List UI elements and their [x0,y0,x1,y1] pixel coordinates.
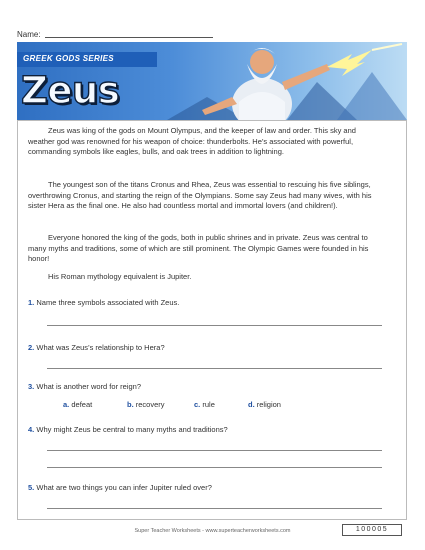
choice-letter: d. [248,400,255,409]
choice-letter: b. [127,400,134,409]
title-banner [17,42,407,120]
question-number: 5. [28,483,35,492]
series-label: GREEK GODS SERIES [23,54,114,63]
question-number: 4. [28,425,35,434]
choice-text: religion [256,400,281,409]
choice-d[interactable] [248,400,281,409]
passage-paragraph-3: Everyone honored the king of the gods, both in public shrines and in private. Zeus was central to many myths and traditions, some of which are still prominent. The Olympic Games were founded in his honor! [28,233,369,264]
question-text: What was Zeus’s relationship to Hera? [36,343,165,352]
question-4 [28,425,228,434]
choice-c[interactable] [194,400,215,409]
footer-text: Super Teacher Worksheets - www.superteacherworksheets.com [134,528,291,534]
passage-paragraph-2: The youngest son of the titans Cronus and Rhea, Zeus was essential to rescuing his five siblings, overthrowing Cronus, and starting the reign of the Olympians. Some say Zeus had many wives, with his sister Hera as the final one. He also had countless mortal and immortal lovers (and children!). [28,180,372,211]
answer-line[interactable] [47,450,382,451]
choice-text: rule [202,400,215,409]
question-text: What are two things you can infer Jupiter ruled over? [36,483,212,492]
name-label: Name: [17,30,41,39]
question-number: 3. [28,382,35,391]
choice-text: defeat [71,400,93,409]
answer-line[interactable] [47,368,382,369]
name-field-line[interactable] [45,37,213,38]
question-number: 1. [28,298,35,307]
question-text: Why might Zeus be central to many myths and traditions? [36,425,228,434]
passage-paragraph-4: His Roman mythology equivalent is Jupiter. [48,272,192,281]
choice-letter: a. [63,400,70,409]
question-text: What is another word for reign? [36,382,141,391]
answer-line[interactable] [47,508,382,509]
choice-text: recovery [135,400,165,409]
choice-b[interactable] [127,400,165,409]
worksheet-code: 100005 [342,524,402,536]
passage-paragraph-1: Zeus was king of the gods on Mount Olympus, and the keeper of law and order. This sky and weather god was renowned for his weapon of choice: thunderbolts. He’s associated with powerful, commanding symbols like eagles, bulls, and oak trees in addition to lightning. [28,126,356,157]
choice-a[interactable] [63,400,92,409]
answer-line[interactable] [47,467,382,468]
page-title: Zeus [21,69,120,112]
choice-letter: c. [194,400,201,409]
question-5 [28,483,212,492]
answer-line[interactable] [47,325,382,326]
question-number: 2. [28,343,35,352]
zeus-illustration [167,42,407,120]
question-3 [28,382,141,391]
question-2 [28,343,165,352]
question-text: Name three symbols associated with Zeus. [36,298,180,307]
question-1 [28,298,179,307]
